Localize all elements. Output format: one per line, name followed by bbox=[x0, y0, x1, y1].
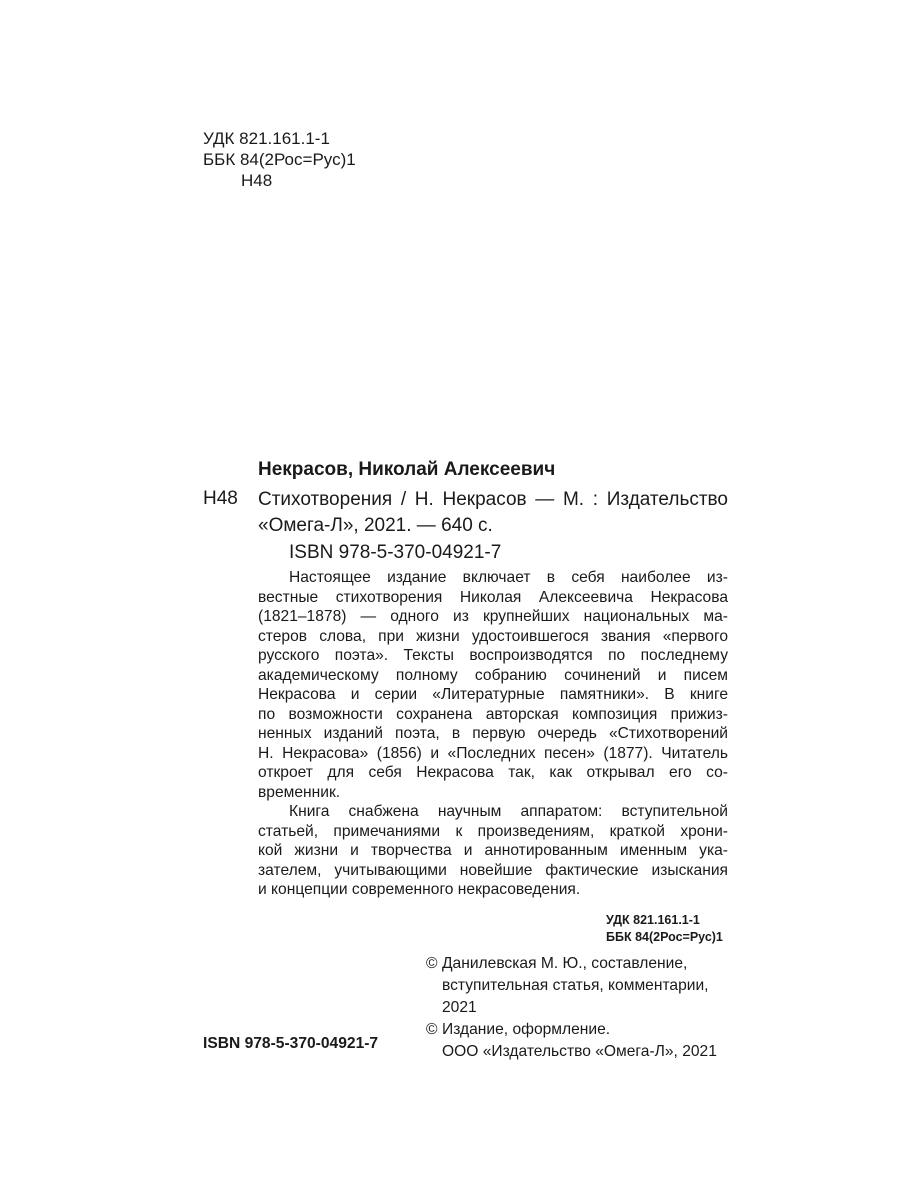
annotation-line: (1821–1878) — одного из крупнейших национальных ма- bbox=[258, 608, 728, 625]
copyright-indent bbox=[426, 997, 442, 1019]
annotation-line: Настоящее издание включает в себя наиболее из- bbox=[289, 569, 728, 586]
copyright-entry bbox=[426, 953, 726, 975]
copyright-entry-cont bbox=[426, 975, 726, 997]
copyright-entry bbox=[426, 1019, 726, 1041]
small-udk-code: УДК 821.161.1-1 bbox=[606, 913, 700, 927]
udk-code: УДК 821.161.1-1 bbox=[203, 129, 330, 148]
annotation-line: русского поэта». Тексты воспроизводятся по последнему bbox=[258, 647, 728, 664]
author-mark: Н48 bbox=[241, 171, 273, 190]
copyright-text: 2021 bbox=[442, 999, 477, 1016]
copyright-entry-cont bbox=[426, 1041, 726, 1063]
copyright-text: Данилевская М. Ю., составление, bbox=[442, 955, 688, 972]
copyright-text: Издание, оформление. bbox=[442, 1021, 611, 1038]
annotation-line: временник. bbox=[258, 783, 341, 801]
annotation-line: зателем, учитывающими новейшие фактические изыскания bbox=[258, 861, 728, 879]
isbn-bottom: ISBN 978-5-370-04921-7 bbox=[203, 1035, 379, 1052]
bibliographic-record bbox=[258, 487, 728, 539]
copyright-indent bbox=[426, 1041, 442, 1063]
author-name: Некрасов, Николай Алексеевич bbox=[258, 459, 556, 480]
copyright-symbol: © bbox=[426, 955, 438, 972]
title-line-1: Стихотворения / Н. Некрасов — М. : Издательство bbox=[258, 489, 728, 510]
annotation-line: Н. Некрасова» (1856) и «Последних песен» (1877). Читатель bbox=[258, 744, 728, 762]
author-mark-left: Н48 bbox=[203, 488, 238, 509]
small-bbk-code: ББК 84(2Рос=Рус)1 bbox=[606, 930, 723, 944]
annotation-line: академическому полному собранию сочинений и писем bbox=[258, 666, 728, 684]
annotation-line: вестные стихотворения Николая Алексеевича Некрасова bbox=[258, 588, 728, 606]
annotation-line: Некрасова и серии «Литературные памятники». В книге bbox=[258, 686, 728, 703]
annotation-line: и концепции современного некрасоведения. bbox=[258, 881, 581, 898]
annotation-line: статьей, примечаниями к произведениям, краткой хрони- bbox=[258, 822, 728, 840]
annotation-line: Книга снабжена научным аппаратом: вступительной bbox=[289, 803, 728, 820]
annotation bbox=[258, 568, 728, 900]
title-line-2: «Омега-Л», 2021. — 640 с. bbox=[258, 515, 493, 536]
small-classification-codes bbox=[606, 912, 723, 946]
copyright-block bbox=[426, 953, 726, 1063]
annotation-line: кой жизни и творчества и аннотированным именным ука- bbox=[258, 842, 728, 859]
copyright-text: вступительная статья, комментарии, bbox=[442, 977, 709, 994]
copyright-entry-cont bbox=[426, 997, 726, 1019]
copyright-indent bbox=[426, 975, 442, 997]
isbn-main: ISBN 978-5-370-04921-7 bbox=[289, 542, 502, 563]
bbk-code: ББК 84(2Рос=Рус)1 bbox=[203, 150, 356, 169]
copyright-symbol: © bbox=[426, 1021, 438, 1038]
classification-codes bbox=[203, 128, 356, 191]
annotation-line: ненных изданий поэта, в первую очередь «Стихотворений bbox=[258, 725, 728, 742]
annotation-line: откроет для себя Некрасова так, как открывал его со- bbox=[258, 764, 728, 781]
annotation-line: стеров слова, при жизни удостоившегося звания «первого bbox=[258, 627, 728, 645]
annotation-line: по возможности сохранена авторская композиция прижиз- bbox=[258, 705, 728, 723]
copyright-text: ООО «Издательство «Омега-Л», 2021 bbox=[442, 1043, 717, 1060]
